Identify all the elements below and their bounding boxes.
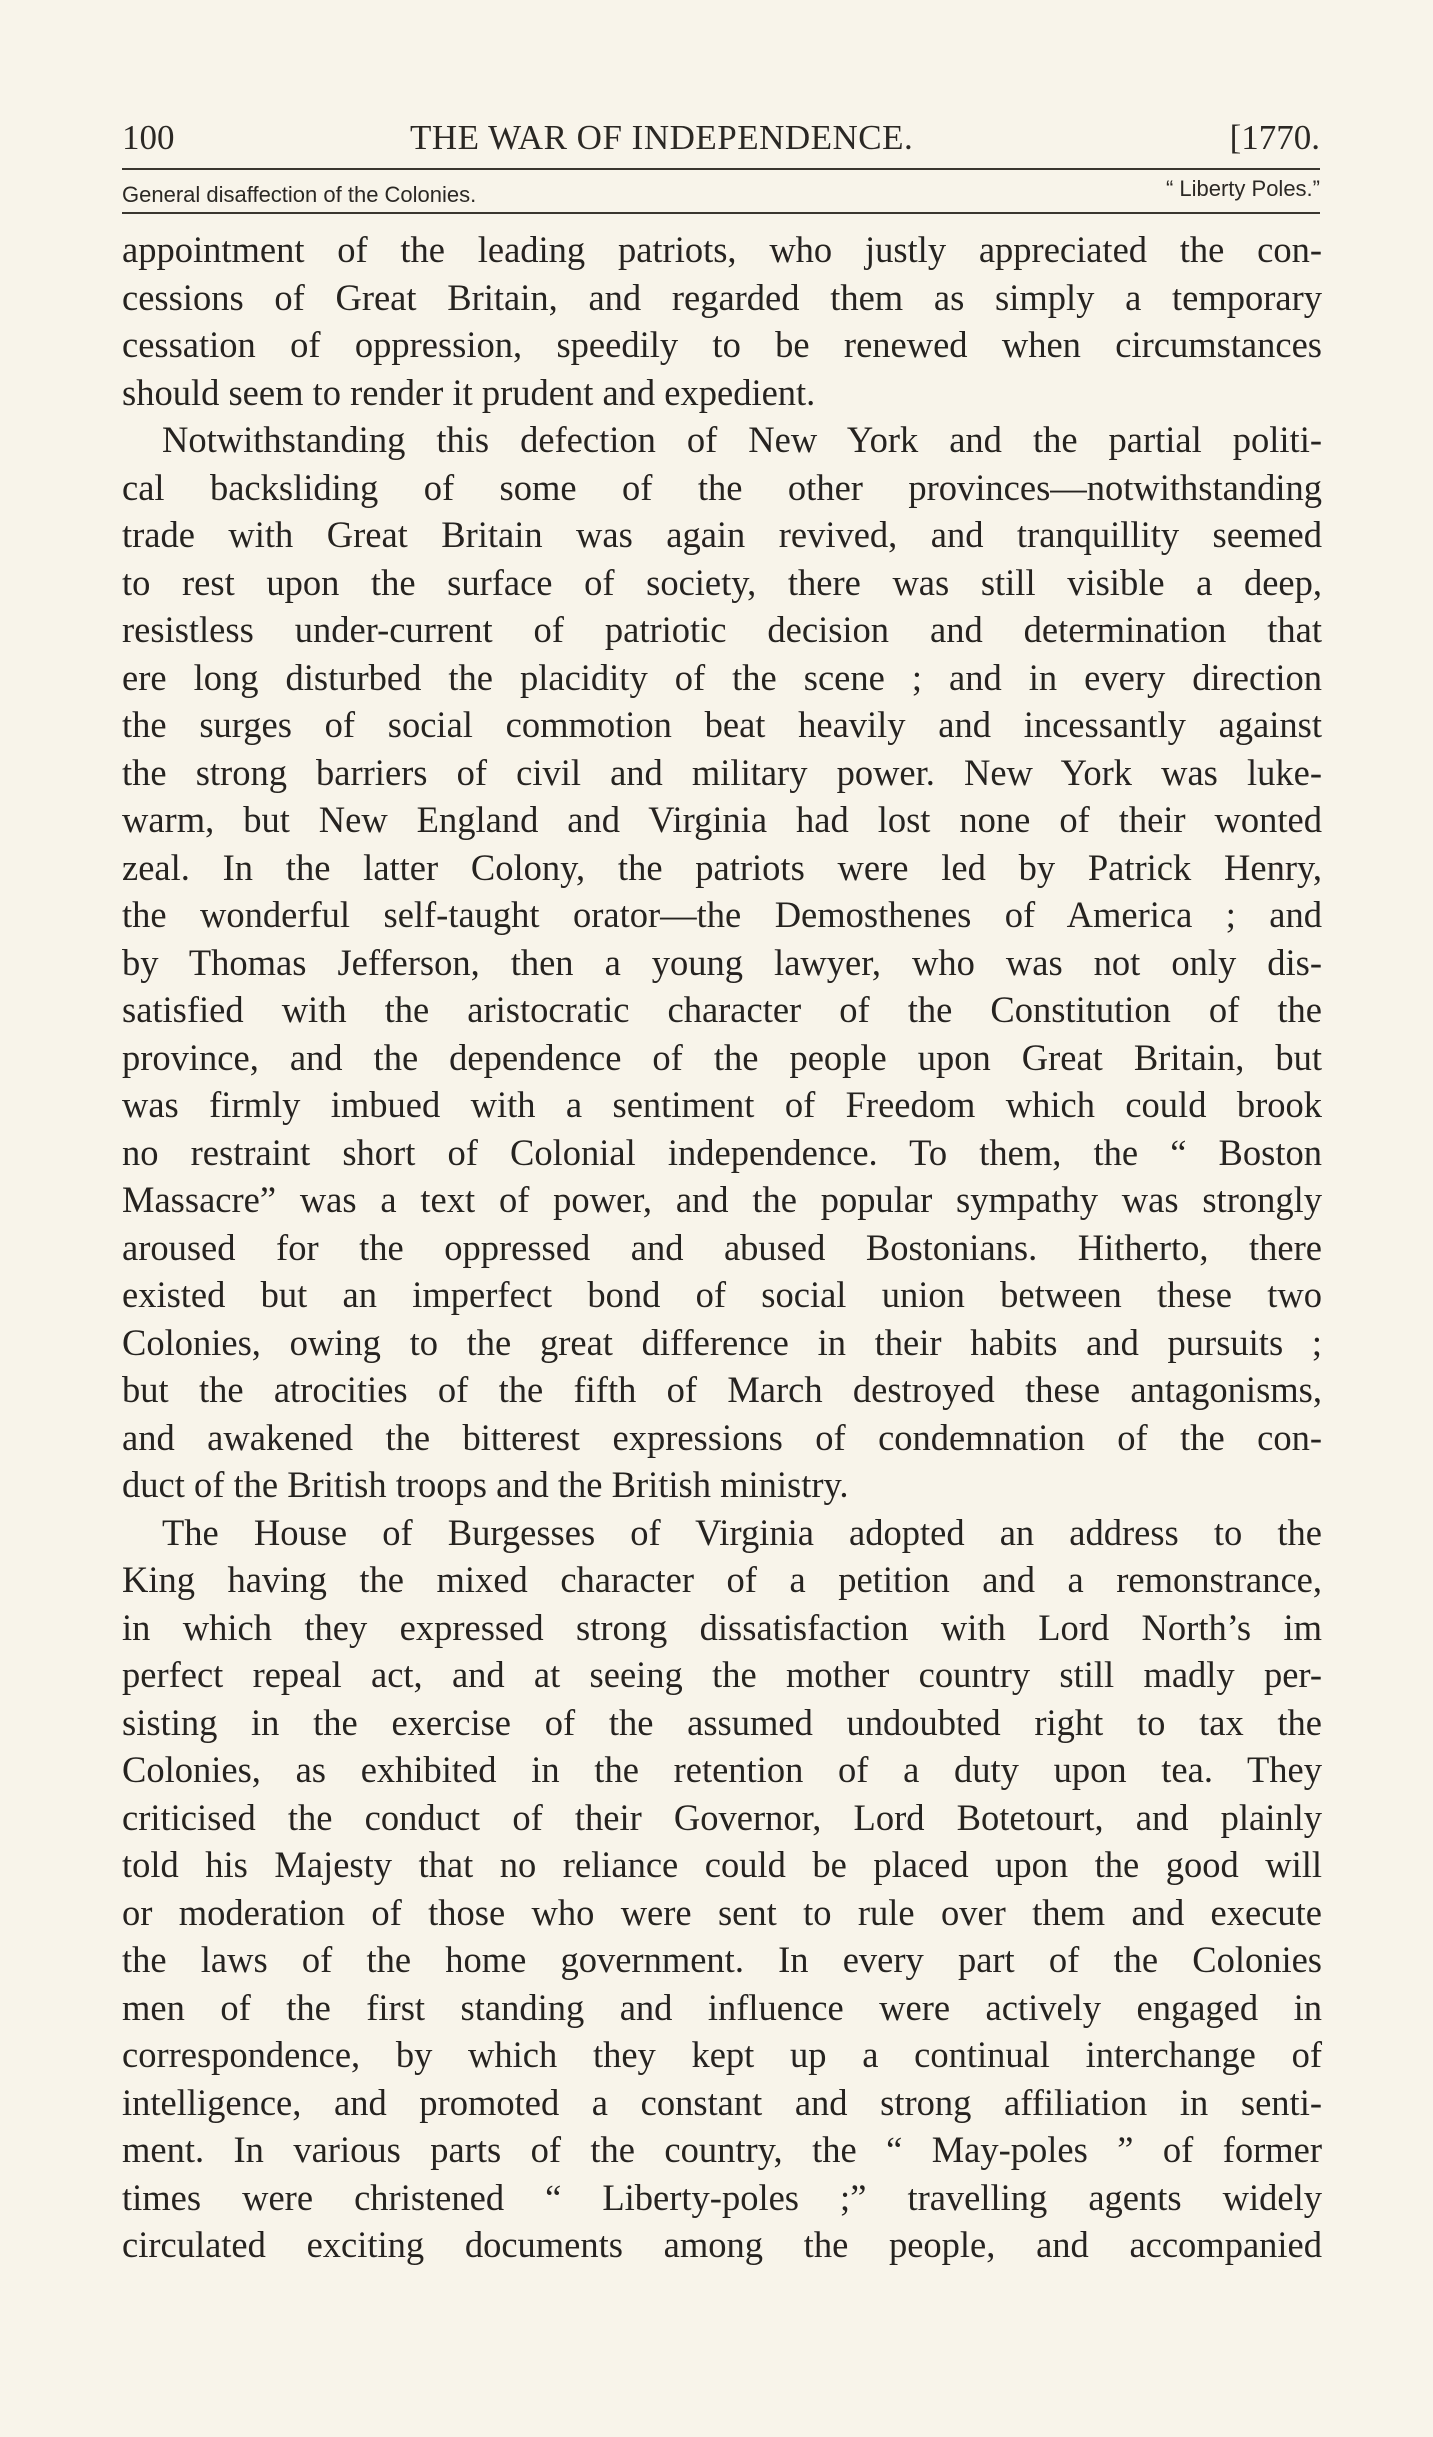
text-line: told his Majesty that no reliance could be placed upon the good will: [122, 1844, 1322, 1885]
text-line: province, and the dependence of the people upon Great Britain, but: [122, 1036, 1322, 1078]
subheader-right: “ Liberty Poles.”: [1165, 176, 1320, 201]
text-line: no restraint short of Colonial independence. To them, the “ Boston: [122, 1131, 1322, 1173]
marginal-subheader: [122, 176, 1320, 210]
text-line: in which they expressed strong dissatisfaction with Lord North’s im: [122, 1606, 1322, 1648]
text-line: criticised the conduct of their Governor, Lord Botetourt, and plainly: [122, 1796, 1322, 1838]
text-line: the wonderful self-taught orator—the Demosthenes of America ; and: [122, 894, 1322, 935]
text-line: Massacre” was a text of power, and the popular sympathy was strongly: [122, 1179, 1322, 1220]
text-line: circulated exciting documents among the people, and accompanied: [122, 2224, 1322, 2265]
text-line: perfect repeal act, and at seeing the mother country still madly per-: [122, 1654, 1322, 1695]
text-line: existed but an imperfect bond of social union between these two: [122, 1274, 1322, 1315]
text-line: Colonies, as exhibited in the retention of a duty upon tea. They: [122, 1749, 1322, 1790]
text-line: but the atrocities of the fifth of March destroyed these antagonisms,: [122, 1369, 1322, 1410]
text-line: or moderation of those who were sent to rule over them and execute: [122, 1891, 1322, 1933]
text-line: cal backsliding of some of the other provinces—notwithstanding: [122, 466, 1322, 508]
text-line: the surges of social commotion beat heavily and incessantly against: [122, 704, 1322, 745]
page-number: 100: [122, 118, 175, 157]
text-line: and awakened the bitterest expressions of condemnation of the con-: [122, 1416, 1322, 1458]
text-line: to rest upon the surface of society, there was still visible a deep,: [122, 561, 1322, 603]
text-line: The House of Burgesses of Virginia adopted an address to the: [162, 1511, 1322, 1553]
text-line: correspondence, by which they kept up a continual interchange of: [122, 2034, 1322, 2075]
text-line: duct of the British troops and the British ministry.: [122, 1464, 849, 1505]
body-text: [122, 226, 1322, 2269]
header-rule: [122, 168, 1320, 170]
text-line: intelligence, and promoted a constant and strong affiliation in senti-: [122, 2081, 1322, 2123]
text-line: trade with Great Britain was again revived, and tranquillity seemed: [122, 514, 1322, 555]
text-line: cessions of Great Britain, and regarded them as simply a temporary: [122, 276, 1322, 318]
text-line: cessation of oppression, speedily to be renewed when circumstances: [122, 324, 1322, 365]
text-line: zeal. In the latter Colony, the patriots were led by Patrick Henry,: [122, 846, 1322, 888]
text-line: men of the first standing and influence were actively engaged in: [122, 1986, 1322, 2028]
text-line: King having the mixed character of a petition and a remonstrance,: [122, 1559, 1322, 1600]
text-line: resistless under-current of patriotic decision and determination that: [122, 609, 1322, 650]
header-year: [1770.: [1229, 118, 1320, 157]
text-line: Notwithstanding this defection of New York and the partial politi-: [162, 419, 1322, 460]
text-line: by Thomas Jefferson, then a young lawyer, who was not only dis-: [122, 941, 1322, 983]
running-title: THE WAR OF INDEPENDENCE.: [410, 118, 914, 157]
text-line: should seem to render it prudent and expedient.: [122, 371, 816, 413]
subheader-rule: [122, 212, 1320, 214]
text-line: was firmly imbued with a sentiment of Freedom which could brook: [122, 1084, 1322, 1125]
text-line: sisting in the exercise of the assumed undoubted right to tax the: [122, 1701, 1322, 1743]
subheader-left: General disaffection of the Colonies.: [122, 182, 477, 207]
text-line: ment. In various parts of the country, the “ May-poles ” of former: [122, 2129, 1322, 2170]
text-line: times were christened “ Liberty-poles ;” travelling agents widely: [122, 2176, 1322, 2218]
page-header: [122, 118, 1320, 168]
text-line: warm, but New England and Virginia had lost none of their wonted: [122, 799, 1322, 840]
text-line: appointment of the leading patriots, who justly appreciated the con-: [122, 229, 1322, 270]
text-line: the strong barriers of civil and military power. New York was luke-: [122, 751, 1322, 793]
text-line: the laws of the home government. In every part of the Colonies: [122, 1939, 1322, 1980]
text-line: aroused for the oppressed and abused Bostonians. Hitherto, there: [122, 1226, 1322, 1268]
text-line: Colonies, owing to the great difference in their habits and pursuits ;: [122, 1321, 1322, 1363]
text-line: satisfied with the aristocratic character of the Constitution of the: [122, 989, 1322, 1030]
text-line: ere long disturbed the placidity of the scene ; and in every direction: [122, 656, 1322, 698]
